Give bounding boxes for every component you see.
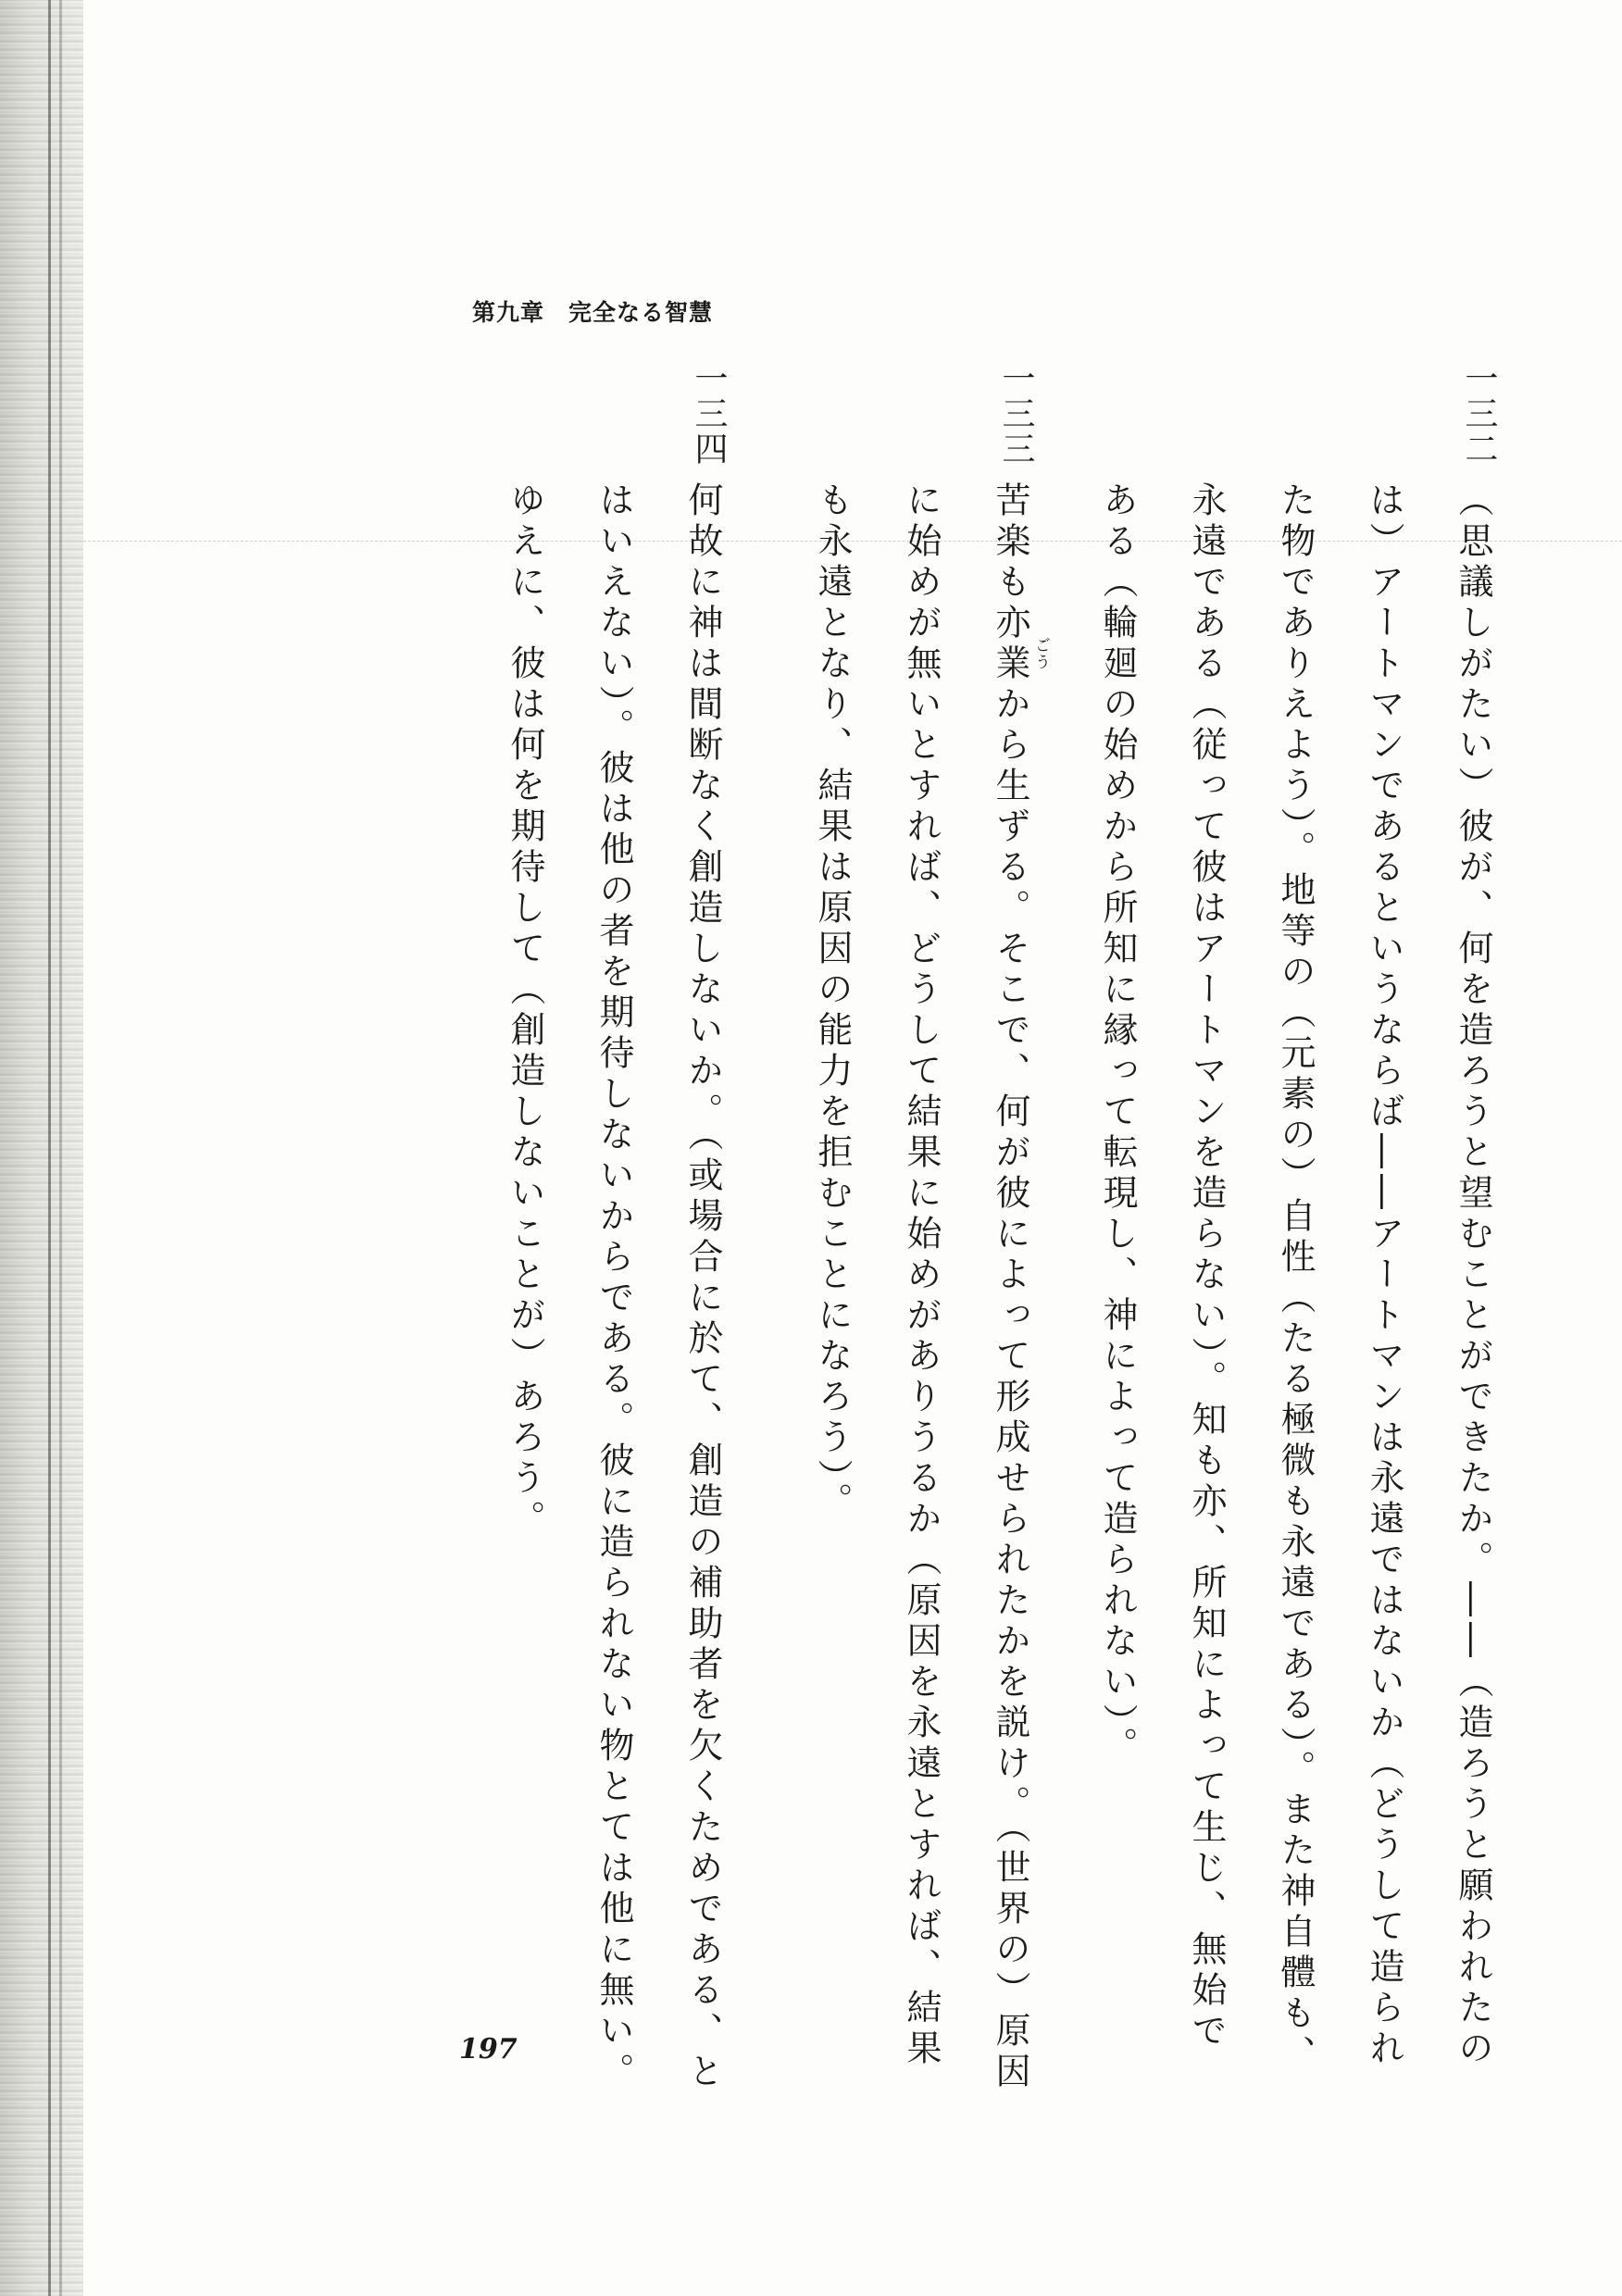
text-line: は）アートマンであるというならば――アートマンは永遠ではないか（どうして造られ: [1364, 481, 1404, 2070]
ruby-annotation: ごう: [1031, 637, 1050, 670]
text-line: （思議しがたい）彼が、何を造ろうと望むことができたか。――（造ろうと願われたの: [1453, 481, 1493, 2070]
binding-edge: [0, 0, 83, 2296]
section-number: 一三三: [997, 361, 1035, 467]
section-number: 一三二: [1460, 361, 1498, 467]
text-line: はいえない）。彼は他の者を期待しないからである。彼に造られない物とては他に無い。: [593, 481, 634, 2093]
text-line: た物でありえよう）。地等の（元素の）自性（たる極微も永遠である）。また神自體も、: [1275, 481, 1316, 2076]
binding-line: [59, 0, 62, 2296]
text-line: 苦楽も亦業から生ずる。そこで、何が彼によって形成せられたかを説け。（世界の）原因: [990, 481, 1030, 2093]
text-line: 永遠である（従って彼はアートマンを造らない）。知も亦、所知によって生じ、無始で: [1186, 481, 1227, 2053]
text-line: ある（輪廻の始めから所知に縁って転現し、神によって造られない）。: [1097, 481, 1138, 1767]
running-title: 第九章 完全なる智慧: [472, 299, 714, 326]
text-line: も永遠となり、結果は原因の能力を拒むことになろう）。: [812, 481, 853, 1523]
text-line: ゆえに、彼は何を期待して（創造しないことが）あろう。: [505, 481, 545, 1541]
page-number: 197: [459, 2033, 518, 2065]
text-line: に始めが無いとすれば、どうして結果に始めがありうるか（原因を永遠とすれば、結果: [901, 481, 942, 2070]
binding-line: [48, 0, 51, 2296]
section-number: 一三四: [690, 361, 728, 467]
text-line: 何故に神は間断なく創造しないか。（或場合に於て、創造の補助者を欠くためである、と: [682, 481, 723, 2093]
